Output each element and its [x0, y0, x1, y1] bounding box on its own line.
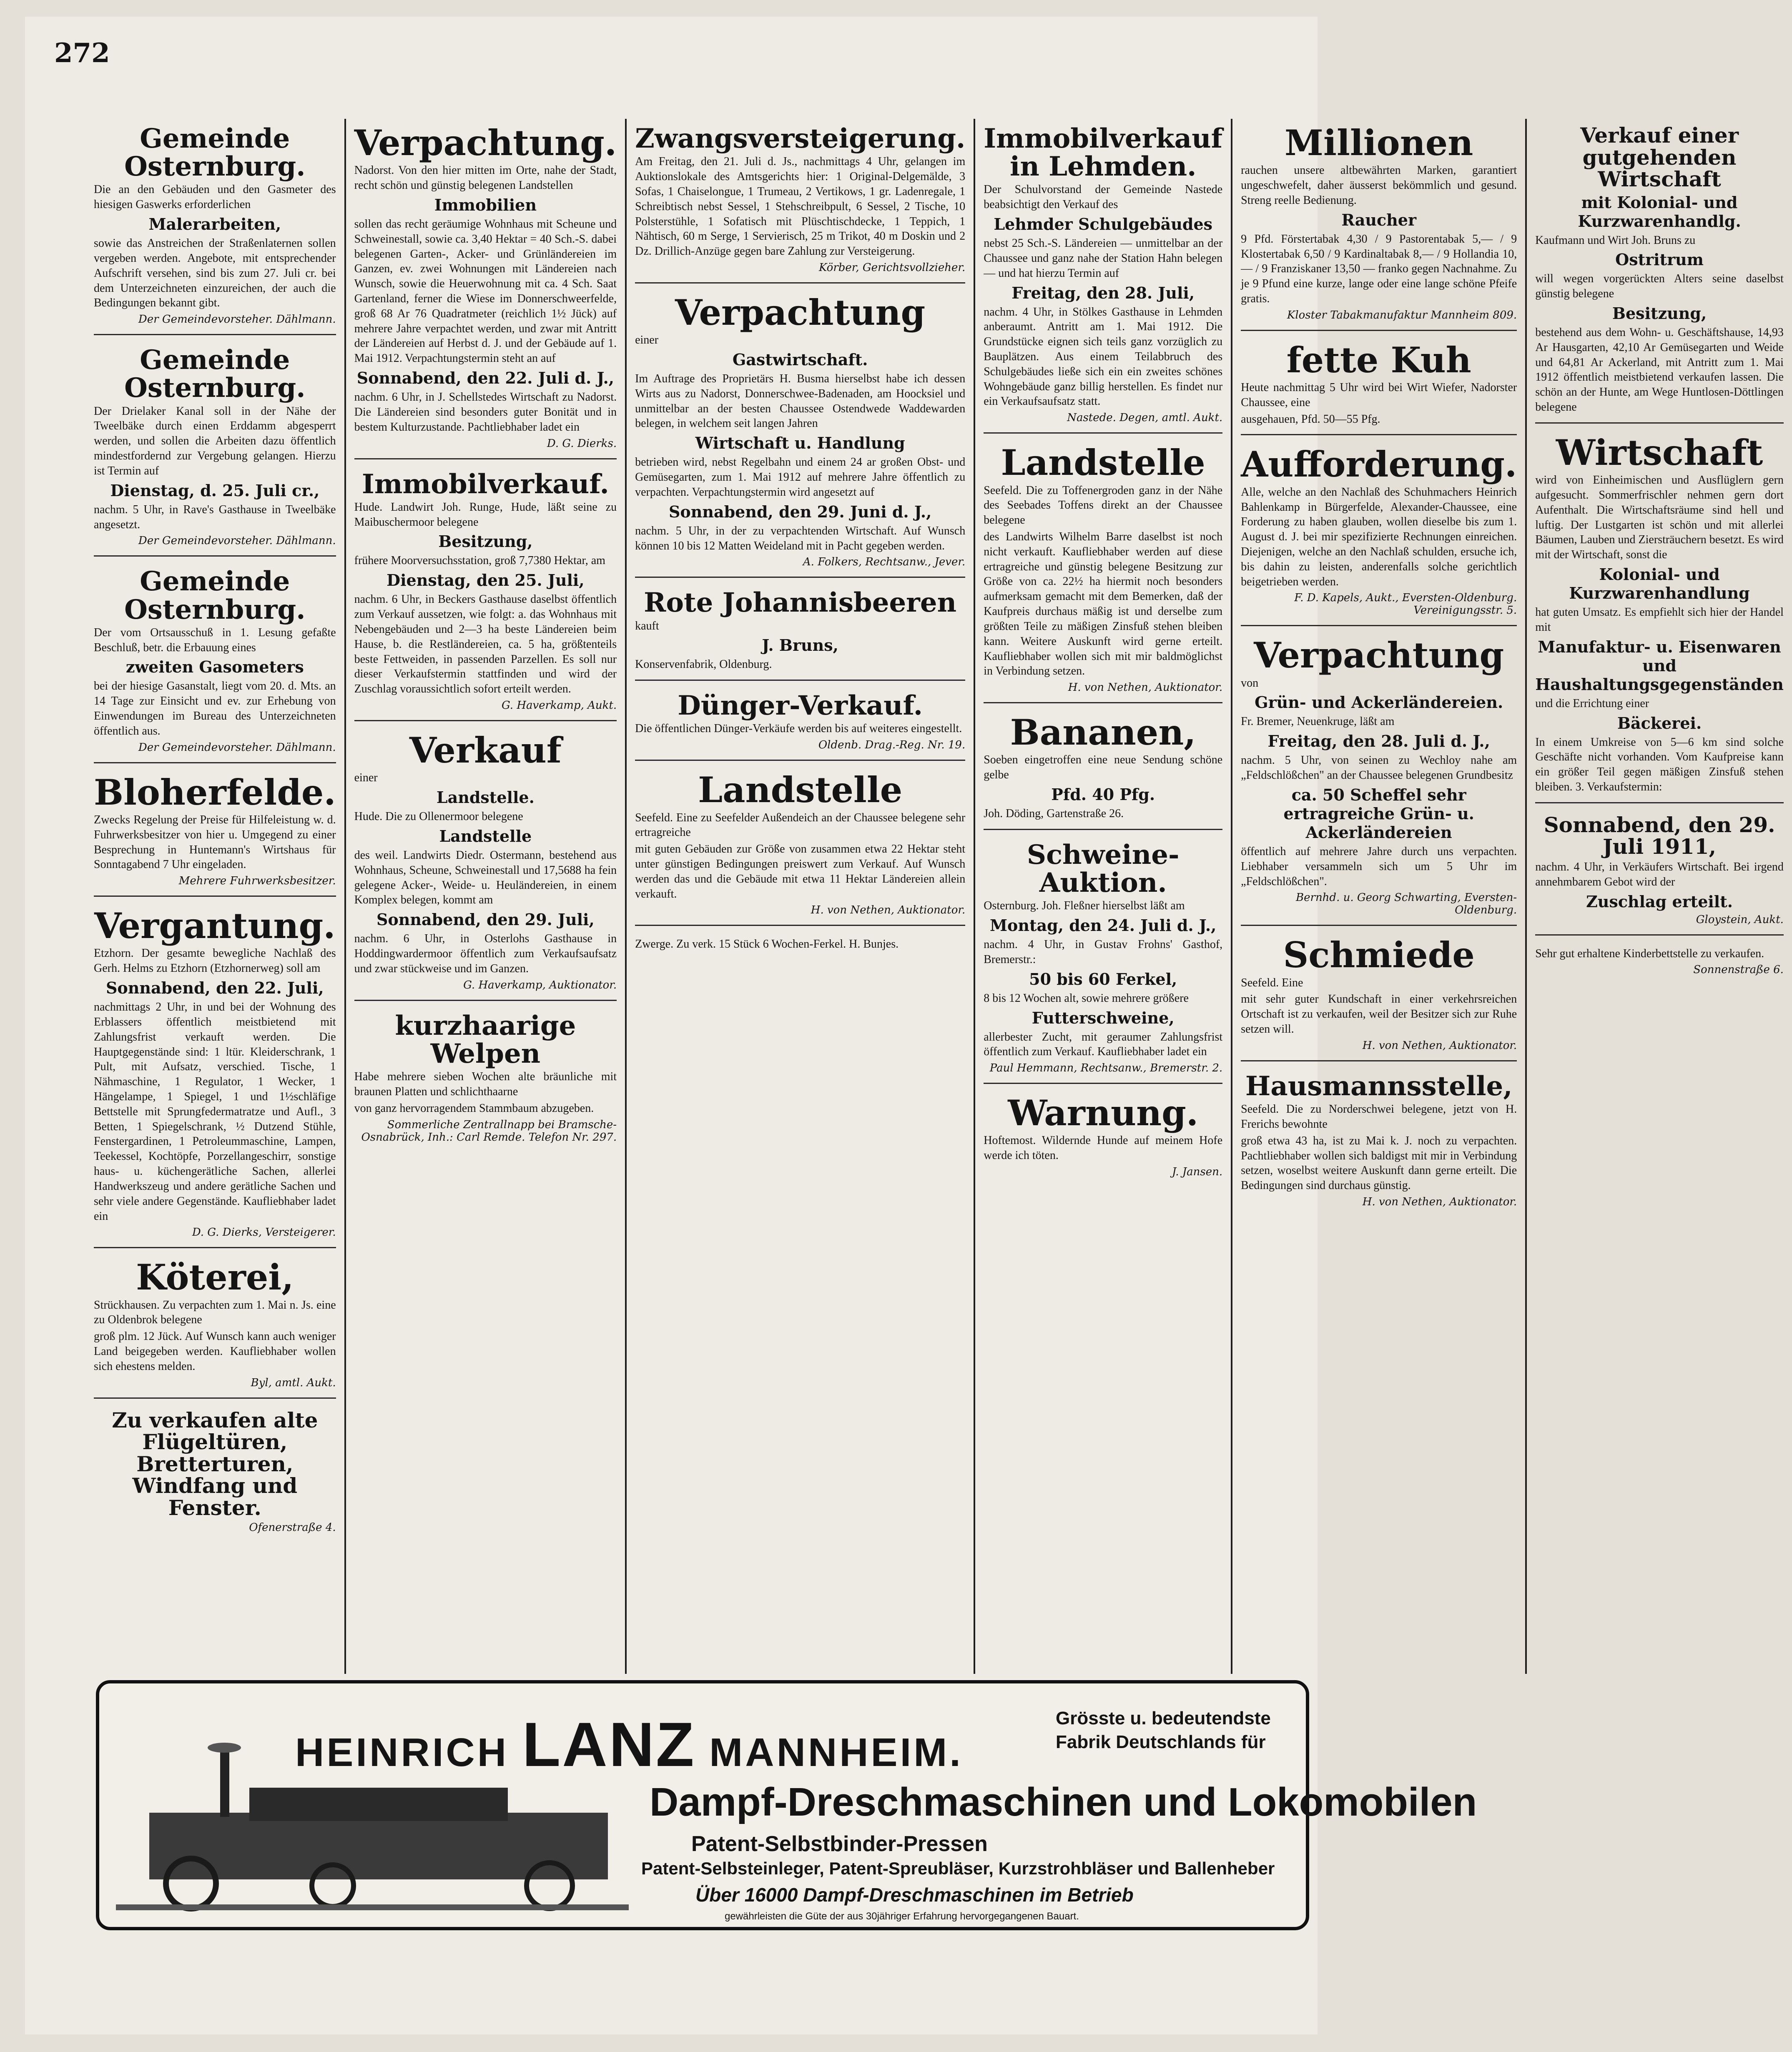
ad-body-text: Der Schulvorstand der Gemeinde Nastede beabsichtigt den Verkauf des [984, 183, 1223, 211]
column-2 [346, 119, 627, 1674]
ad-signature: F. D. Kapels, Aukt., Eversten-Oldenburg. Vereinigungsstr. 5. [1294, 592, 1517, 617]
ad-heading: Rote Johannisbeeren [644, 587, 957, 619]
ad-signature: G. Haverkamp, Auktionator. [463, 978, 617, 991]
ad-heading: Bananen, [1010, 712, 1196, 753]
ad-highlight: Sonnabend, den 22. Juli d. J., [356, 369, 614, 388]
advertisement [984, 835, 1222, 1084]
ad-signature: Kloster Tabakmanufaktur Mannheim 809. [1287, 309, 1517, 321]
ad-body-text: sollen das recht geräumige Wohnhaus mit Scheune und Schweinestall, sowie ca. 3,40 Hektar = 40 Sch.-S. dabei belegenen Garten-, Acker- und Grünländereien im Ganzen, ev. zwei Wohnungen mit Ländereien nach Wunsch, sowie die Heuerwohnung mit ca. 4 Sch. Saat Gartenland, ferner die Wiese im Donnerschweerfelde, groß 68 Ar 76 Quadratmeter (reichlich 1½ Jück) auf mehrere Jahre verpachtet werden, und zwar mit Antritt der Ländereien auf Herbst d. J. und der Gebäude auf 1. Mai 1912. Verpachtungstermin steht an auf [354, 217, 617, 365]
ad-heading: Dünger-Verkauf. [678, 690, 923, 722]
advertisement [635, 766, 965, 926]
ad-signature: H. von Nethen, Auktionator. [1068, 681, 1223, 694]
ad-highlight: Sonnabend, den 22. Juli, [105, 978, 324, 998]
ad-highlight: Pfd. 40 Pfg. [1051, 785, 1155, 804]
ad-signature: Der Gemeindevorsteher. Dählmann. [138, 534, 336, 547]
ad-body-text: von [1241, 676, 1259, 690]
ad-body-text: Soeben eingetroffen eine neue Sendung schöne gelbe [984, 753, 1223, 782]
ad-body-text: mit guten Gebäuden zur Größe von zusammen etwa 22 Hektar steht unter günstigen Bedingungen preiswert zum Verkauf. Auf Wunsch werden das und die Gebäude mit etwa 11 Hektar Ländereien allein verkauft. [635, 843, 966, 901]
advertisement [1241, 631, 1517, 926]
ad-signature: Oldenb. Drag.-Reg. Nr. 19. [818, 739, 966, 752]
ad-body-text: Zwecks Regelung der Preise für Hilfeleistung w. d. Fuhrwerksbesitzer von hier u. Umgegend zu einer Besprechung in Huntemann's Wirtshaus für Sonntagabend 7 Uhr eingeladen. [94, 813, 336, 871]
ad-heading: Vergantung. [94, 905, 336, 947]
ad-signature: Paul Hemmann, Rechtsanw., Bremerstr. 2. [989, 1062, 1223, 1075]
ad-highlight: Zuschlag erteilt. [1586, 892, 1733, 911]
ad-body-text: Habe mehrere sieben Wochen alte bräunliche mit braunen Platten und schlichthaarne [354, 1070, 617, 1098]
ad-body-text: 8 bis 12 Wochen alt, sowie mehrere größere [984, 991, 1189, 1005]
advertisement [1241, 931, 1517, 1061]
ad-body-text: Die öffentlichen Dünger-Verkäufe werden bis auf weiteres eingestellt. [635, 722, 962, 735]
column-6 [1527, 119, 1792, 1674]
lanz-brand-line [295, 1708, 963, 1781]
ad-highlight: Malerarbeiten, [148, 215, 281, 234]
advertisement [1535, 119, 1784, 424]
ad-heading: Gemeinde Osternburg. [124, 123, 306, 183]
ad-signature: Körber, Gerichtsvollzieher. [818, 261, 966, 274]
advertisement [1241, 440, 1517, 626]
ad-body-text: Seefeld. Die zu Norderschwei belegene, jetzt von H. Frerichs bewohnte [1241, 1103, 1517, 1131]
ad-heading: Sonnabend, den 29. Juli 1911, [1544, 812, 1775, 859]
ad-heading: Millionen [1285, 122, 1473, 163]
ad-body-text: Osternburg. Joh. Fleßner hierselbst läßt am [984, 899, 1185, 913]
ad-body-text: und die Errichtung einer [1535, 697, 1649, 710]
ad-body-text: Hoftemost. Wildernde Hunde auf meinem Hofe werde ich töten. [984, 1134, 1223, 1162]
ad-highlight: Bäckerei. [1617, 713, 1702, 732]
advertisement [354, 119, 617, 459]
ad-signature: H. von Nethen, Auktionator. [1362, 1196, 1517, 1209]
ad-body-text: Der vom Ortsausschuß in 1. Lesung gefaßte Beschluß, betr. die Erbauung eines [94, 626, 336, 654]
ad-highlight: Kolonial- und Kurzwarenhandlung [1569, 565, 1750, 603]
lanz-advertisement [96, 1680, 1477, 1930]
ad-highlight: Lehmder Schulgebäudes [994, 215, 1213, 234]
advertisement [635, 686, 965, 761]
ad-body-text: groß etwa 43 ha, ist zu Mai k. J. noch zu verpachten. Pachtliebhaber wollen sich baldigst mit mir in Verbindung setzen, woselbst weitere Auskunft dann gerne erteilt. Die Bedingungen sind durchaus günstig. [1241, 1134, 1517, 1192]
ad-signature: H. von Nethen, Auktionator. [1362, 1039, 1517, 1052]
ad-body-text: Strückhausen. Zu verpachten zum 1. Mai n. Js. eine zu Oldenbrok belegene [94, 1298, 336, 1327]
advertisement [1241, 336, 1517, 436]
ad-body-text: Heute nachmittag 5 Uhr wird bei Wirt Wiefer, Nadorster Chaussee, eine [1241, 381, 1517, 409]
ad-heading: Immobilverkauf in Lehmden. [984, 123, 1223, 183]
ad-highlight: ca. 50 Scheffel sehr ertragreiche Grün- u. Ackerländereien [1283, 785, 1474, 842]
ad-heading: Köterei, [136, 1257, 294, 1298]
ad-heading: Verpachtung [675, 291, 926, 333]
ad-heading: Verpachtung. [354, 122, 617, 163]
advertisement [94, 562, 336, 763]
ad-body-text: öffentlich auf mehrere Jahre durch uns verpachten. Liebhaber versammeln sich um 5 Uhr im „Feldschlößchen". [1241, 845, 1517, 888]
ad-body-text: kauft [635, 619, 659, 632]
ad-heading: Wirtschaft [1556, 431, 1763, 473]
ad-body-text: des weil. Landwirts Diedr. Ostermann, bestehend aus Wohnhaus, Scheune, Schweinestall und 17,5688 ha fein gelegene Acker-, Weide- u. Heuländereien, in einem Komplex belegen, kommt am [354, 848, 617, 907]
ad-body-text: nachm. 4 Uhr, in Stölkes Gasthause in Lehmden anberaumt. Antritt am 1. Mai 1912. Die Grundstücke eignen sich teils ganz vorzüglich zu Bauplätzen. Aus einem Teilabbruch des Schulgebäudes ließe sich ein ein zweites schönes Wohngebäude ganz billig herstellen. Es findet nur ein Verkaufsaufsatz statt. [984, 305, 1223, 408]
advertisement [1241, 1066, 1517, 1217]
ad-highlight: 50 bis 60 Ferkel, [1029, 969, 1177, 988]
ad-body-text: nachm. 6 Uhr, in Beckers Gasthause daselbst öffentlich zum Verkauf aussetzen, wie folgt: a. das Wohnhaus mit Nebengebäuden und 2—3 ha beste Ländereien beim Hause, b. die Restländereien, ca. 5 ha, größtenteils beste Fettweiden, in passenden Parzellen. Es soll nur dieser Verkaufstermin stattfinden und wird der Zuschlag voraussichtlich sofort erteilt werden. [354, 593, 617, 696]
ad-highlight: Freitag, den 28. Juli, [1011, 283, 1195, 302]
ad-body-text: hat guten Umsatz. Es empfiehlt sich hier der Handel mit [1535, 606, 1784, 634]
ad-heading: Schweine-Auktion. [1027, 839, 1180, 899]
ad-body-text: Zwerge. Zu verk. 15 Stück 6 Wochen-Ferkel. H. Bunjes. [635, 938, 899, 951]
advertisement [635, 288, 965, 578]
advertisement [94, 902, 336, 1248]
ad-body-text: frühere Moorversuchsstation, groß 7,7380 Hektar, am [354, 554, 605, 567]
advertisement [94, 768, 336, 897]
ad-heading: Verkauf [409, 730, 562, 771]
ad-body-text: Seefeld. Die zu Toffenergroden ganz in der Nähe des Seebades Toffens direkt an der Chaussee belegene [984, 484, 1223, 527]
lanz-product-line-3: Über 16000 Dampf-Dreschmaschinen im Betrieb [695, 1884, 1134, 1906]
ad-signature: D. G. Dierks. [547, 437, 617, 450]
lanz-city: MANNHEIM. [709, 1730, 963, 1775]
ad-heading: Aufforderung. [1241, 444, 1517, 485]
ad-body-text: mit sehr guter Kundschaft in einer verkehrsreichen Ortschaft ist zu verkaufen, weil der Besitzer sich zur Ruhe setzen will. [1241, 993, 1517, 1036]
ad-signature: Der Gemeindevorsteher. Dählmann. [138, 741, 336, 754]
ad-highlight: Wirtschaft u. Handlung [695, 434, 905, 453]
ad-body-text: ausgehauen, Pfd. 50—55 Pfg. [1241, 412, 1380, 426]
ad-body-text: will wegen vorgerückten Alters seine daselbst günstig belegene [1535, 272, 1784, 301]
ad-body-text: Am Freitag, den 21. Juli d. Js., nachmittags 4 Uhr, gelangen im Auktionslokale des Amtsgerichts hier: 1 Original-Delgemälde, 3 Sofas, 1 Chaiselongue, 1 Trumeau, 2 Vertikows, 1 gr. Ladenregale, 1 Schreibtisch nebst Sessel, 1 Stehschreibpult, 6 Sessel, 2 Tische, 10 Polsterstühle, 1 Sofatisch mit Plüschtischdecke, 1 Teppich, 1 Nähtisch, 60 m Serge, 1 Servierisch, 25 m Trikot, 40 m Doskin und 2 Dz. Drillich-Anzüge gegen bare Zahlung zur Versteigerung. [635, 155, 966, 258]
advertisement [635, 119, 965, 283]
ad-highlight: J. Bruns, [762, 636, 838, 655]
ad-body-text: nachm. 6 Uhr, in Osterlohs Gasthause in Hoddingwardermoor öffentlich zum Verkaufsaufsatz und zwar stückweise und im Ganzen. [354, 932, 617, 975]
advertisement [984, 439, 1222, 703]
ad-signature: D. G. Dierks, Versteigerer. [192, 1226, 336, 1239]
ad-body-text: groß plm. 12 Jück. Auf Wunsch kann auch weniger Land beigegeben werden. Kaufliebhaber wollen sich ehestens melden. [94, 1330, 336, 1373]
ad-signature: Bernhd. u. Georg Schwarting, Eversten-Oldenburg. [1296, 891, 1517, 917]
ad-highlight: Futterschweine, [1032, 1008, 1175, 1027]
lanz-heinrich: HEINRICH [295, 1730, 509, 1775]
ad-body-text: sowie das Anstreichen der Straßenlaternen sollen vergeben werden. Angebote, mit entsprechender Aufschrift versehen, sind bis zum 27. Juli cr. bei dem Unterzeichneten einzureichen, der auch die Bedingungen bekannt gibt. [94, 237, 336, 310]
ad-highlight: Gastwirtschaft. [732, 350, 868, 369]
ad-body-text: Seefeld. Eine [1241, 976, 1303, 989]
column-1 [85, 119, 346, 1674]
ad-heading: Gemeinde Osternburg. [124, 566, 306, 625]
lanz-product-line-1: Patent-Selbstbinder-Pressen [691, 1832, 988, 1856]
ad-body-text: nachm. 4 Uhr, in Verkäufers Wirtschaft. Bei irgend annehmbarem Gebot wird der [1535, 860, 1784, 888]
advertisement [1535, 808, 1784, 936]
ad-body-text: allerbester Zucht, mit geraumer Zahlungsfrist öffentlich zum Verkauf. Kaufliebhaber ladet ein [984, 1030, 1223, 1059]
ad-body-text: Fr. Bremer, Neuenkruge, läßt am [1241, 715, 1395, 728]
ad-body-text: nachm. 5 Uhr, in der zu verpachtenden Wirtschaft. Auf Wunsch können 10 bis 12 Matten Weideland mit in Pacht gegeben werden. [635, 524, 966, 552]
ad-body-text: des Landwirts Wilhelm Barre daselbst ist noch nicht verkauft. Kaufliebhaber werden auf diese ertragreiche und günstig belegene Besitzung zur Größe von ca. 22½ ha hiermit noch besonders aufmerksam gemacht mit dem Bemerken, daß der Kaufpreis durchaus mäßig ist und derselbe zum größten Teile zu mäßigen Zinsfuß stehen bleiben kann. Weitere Auskunft wird gerne erteilt. Kaufliebhaber wollen sich mit mir baldmöglichst in Verbindung setzen. [984, 530, 1223, 678]
ad-body-text: Hude. Die zu Ollenermoor belegene [354, 810, 523, 823]
ad-signature: Der Gemeindevorsteher. Dählmann. [138, 313, 336, 326]
advertisement [984, 119, 1222, 434]
ad-body-text: Konservenfabrik, Oldenburg. [635, 658, 772, 671]
ad-body-text: nachm. 5 Uhr, in Rave's Gasthause in Tweelbäke angesetzt. [94, 503, 336, 531]
ad-body-text: Sehr gut erhaltene Kinderbettstelle zu verkaufen. [1535, 947, 1764, 960]
advertisement [1241, 119, 1517, 331]
page-number: 272 [54, 38, 110, 69]
ad-highlight: mit Kolonial- und Kurzwarenhandlg. [1578, 193, 1741, 231]
ad-body-text: nachm. 6 Uhr, in J. Schellstedes Wirtschaft zu Nadorst. Die Ländereien sind besonders guter Bonität und in bestem Kulturzustande. Pachtliebhaber ladet ein [354, 391, 617, 434]
ad-body-text: Joh. Döding, Gartenstraße 26. [984, 807, 1124, 820]
ad-heading: Landstelle [698, 769, 903, 811]
column-5 [1232, 119, 1527, 1674]
lanz-tagline: Grösste u. bedeutendste Fabrik Deutschlands für [1056, 1708, 1271, 1753]
ad-body-text: Die an den Gebäuden und den Gasmeter des hiesigen Gaswerks erforderlichen [94, 183, 336, 211]
ad-highlight: Raucher [1341, 210, 1417, 229]
ad-highlight: Ostritrum [1615, 250, 1704, 269]
advertisement [94, 340, 336, 557]
advertisement [1535, 429, 1784, 803]
lanz-product-line-4: gewährleisten die Güte der aus 30jähriger Erfahrung hervorgegangenen Bauart. [725, 1911, 1079, 1922]
ad-body-text: nebst 25 Sch.-S. Ländereien — unmittelbar an der Chaussee und ganz nahe der Station Hahn belegen — und hat hierzu Termin auf [984, 237, 1223, 280]
ad-signature: Sonnenstraße 6. [1693, 963, 1784, 976]
ad-highlight: zweiten Gasometers [125, 657, 304, 677]
advertisement [354, 1006, 617, 1152]
ad-body-text: einer [354, 771, 378, 785]
ad-body-text: Nadorst. Von den hier mitten im Orte, nahe der Stadt, recht schön und günstig belegenen Landstellen [354, 164, 617, 192]
ad-body-text: nachm. 5 Uhr, von seinen zu Wechloy nahe am „Feldschlößchen" an der Chaussee belegenen Grundbesitz [1241, 754, 1517, 782]
ad-heading: kurzhaarige Welpen [395, 1010, 576, 1069]
advertisement [1535, 941, 1784, 985]
lanz-product-line-2: Patent-Selbsteinleger, Patent-Spreubläser, Kurzstrohbläser und Ballenheber [641, 1859, 1275, 1878]
ad-signature: J. Jansen. [1172, 1166, 1223, 1179]
ad-highlight: Manufaktur- u. Eisenwaren und Haushaltungsgegenständen [1535, 637, 1784, 694]
ad-signature: A. Folkers, Rechtsanw., Jever. [803, 556, 966, 569]
ad-highlight: Landstelle [439, 826, 532, 845]
ad-highlight: Freitag, den 28. Juli d. J., [1267, 732, 1490, 751]
lanz-name: LANZ [522, 1709, 696, 1779]
ad-heading: Immobilverkauf. [361, 468, 609, 500]
ad-highlight: Montag, den 24. Juli d. J., [989, 916, 1217, 935]
ad-body-text: nachmittags 2 Uhr, in und bei der Wohnung des Erblassers öffentlich meistbietend mit Zahlungsfrist verkauft werden. Die Hauptgegenstände sind: 1 ltür. Kleiderschrank, 1 Pult, mit Aufsatz, verschied. Tische, 1 Nähmaschine, 1 Regulator, 1 Wecker, 1 Hängelampe, 1 Spiegel, 1 und 1½schläfige Bettstelle mit Sprungfedermatratze und Aufl., 3 Betten, 1 Spiegelschrank, ½ Dutzend Stühle, Fenstergardinen, 1 Petroleummaschine, Lampen, Teekessel, Kochtöpfe, Porzellangeschirr, sonstige haus- u. küchengerätliche Sachen, allerlei Handwerkszeug und andere gerätliche Sachen und sehr viele andere Gegenstände. Kaufliebhaber ladet ein [94, 1001, 336, 1223]
advertisement [635, 931, 965, 959]
ad-highlight: Grün- und Ackerländereien. [1255, 693, 1503, 712]
ad-heading: Verpachtung [1254, 635, 1504, 676]
ad-highlight: Immobilien [434, 195, 537, 214]
ad-body-text: nachm. 4 Uhr, in Gustav Frohns' Gasthof, Bremerstr.: [984, 938, 1223, 966]
ad-heading: Landstelle [1001, 442, 1205, 484]
ad-body-text: In einem Umkreise von 5—6 km sind solche Geschäfte nicht vorhanden. Vom Kaufpreise kann ein größer Teil gegen mäßigen Zinsfuß stehen bleiben. 3. Verkaufstermin: [1535, 735, 1784, 794]
column-4 [975, 119, 1232, 1674]
ad-body-text: 9 Pfd. Förstertabak 4,30 / 9 Pastorentabak 5,— / 9 Klostertabak 6,50 / 9 Kardinaltabak 8,— / 9 Hollandia 10,— / 9 Franziskaner 13,50 — franko gegen Nachnahme. Zu je 9 Pfund eine kurze, lange oder eine lange schöne Pfeife gratis. [1241, 232, 1517, 305]
advertisement [984, 1089, 1222, 1187]
ad-body-text: betrieben wird, nebst Regelbahn und einem 24 ar großen Obst- und Gemüsegarten, zum 1. Mai 1912 auf mehrere Jahre öffentlich zu verpachten. Verpachtungstermin wird angesetzt auf [635, 456, 966, 499]
ad-body-text: Seefeld. Eine zu Seefelder Außendeich an der Chaussee belegene sehr ertragreiche [635, 811, 966, 839]
advertisement [94, 1253, 336, 1398]
advertisement [94, 119, 336, 335]
advertisement [354, 726, 617, 1001]
ad-highlight: Dienstag, den 25. Juli, [387, 571, 585, 590]
ad-highlight: Landstelle. [436, 788, 535, 807]
ad-body-text: Im Auftrage des Proprietärs H. Busma hierselbst habe ich dessen Wirts aus zu Nadorst, Donnerschwee-Badenaden, am Hoocksiel und unmittelbar an der besten Chaussee Ostendwede Waddewarden belegen, in welchem seit langen Jahren [635, 372, 966, 430]
ad-columns [85, 119, 1784, 1674]
lanz-product-title: Dampf-Dreschmaschinen und Lokomobilen [650, 1780, 1477, 1824]
ad-heading: Schmiede [1283, 934, 1475, 976]
ad-highlight: Sonnabend, den 29. Juli, [376, 910, 595, 929]
ad-highlight: Besitzung, [438, 532, 533, 551]
ad-body-text: bestehend aus dem Wohn- u. Geschäftshause, 14,93 Ar Hausgarten, 42,10 Ar Gemüsegarten und Weide und 64,81 Ar Ackerland, mit Antritt zum 1. Mai 1912 öffentlich meistbietend verkaufen lassen. Die schön an der Hunte, am Wege Huntlosen-Döttlingen belegene [1535, 326, 1784, 414]
ad-signature: Byl, amtl. Aukt. [251, 1376, 336, 1389]
ad-signature: Mehrere Fuhrwerksbesitzer. [178, 875, 336, 888]
ad-body-text: wird von Einheimischen und Ausflüglern gern aufgesucht. Sommerfrischler nehmen gern dort Aufenthalt. Die Wirtschaftsräume sind hell und luftig. Der Lustgarten ist schön und mit allerlei Bäumen, Lauben und Ziersträuchern besetzt. Es wird mit der Wirtschaft, sonst die [1535, 474, 1784, 562]
ad-body-text: Kaufmann und Wirt Joh. Bruns zu [1535, 233, 1696, 247]
ad-signature: G. Haverkamp, Aukt. [501, 699, 617, 712]
advertisement [94, 1404, 336, 1543]
advertisement [635, 583, 965, 681]
ad-heading: Zu verkaufen alte Flügeltüren, Bretterturen, Windfang und Fenster. [112, 1407, 318, 1520]
ad-body-text: rauchen unsere altbewährten Marken, garantiert ungeschwefelt, daher äusserst bekömmlich und gesund. Streng reelle Bedienung. [1241, 164, 1517, 207]
ad-heading: Bloherfelde. [94, 771, 336, 813]
ad-heading: Warnung. [1008, 1092, 1199, 1134]
ad-signature: Ofenerstraße 4. [249, 1521, 336, 1534]
advertisement [354, 464, 617, 721]
ad-body-text: Etzhorn. Der gesamte bewegliche Nachlaß des Gerh. Helms zu Etzhorn (Etzhornerweg) soll am [94, 947, 336, 975]
ad-body-text: bei der hiesige Gasanstalt, liegt vom 20. d. Mts. an 14 Tage zur Einsicht und ev. zur Erhebung von Einwendungen im Bureau des Unterzeichneten öffentlich aus. [94, 680, 336, 738]
ad-signature: Sommerliche Zentrallnapp bei Bramsche-Osnabrück, Inh.: Carl Remde. Telefon Nr. 297. [361, 1118, 617, 1144]
ad-signature: H. von Nethen, Auktionator. [811, 904, 966, 917]
ad-signature: Nastede. Degen, amtl. Aukt. [1067, 411, 1223, 424]
ad-heading: Gemeinde Osternburg. [124, 344, 306, 404]
ad-body-text: Alle, welche an den Nachlaß des Schuhmachers Heinrich Bahlenkamp in Bürgerfelde, Alexander-Chaussee, eine Forderung zu haben glauben, wollen dieselbe bis zum 1. August d. J. bei mir spezifizierte Rechnungen einreichen. Diejenigen, welche an den Nachlaß schulden, ersuche ich, bis dahin zu leisten, anderenfalls solche gerichtlich beigetrieben werden. [1241, 485, 1517, 588]
ad-highlight: Dienstag, d. 25. Juli cr., [110, 481, 320, 500]
column-3 [627, 119, 975, 1674]
ad-heading: Zwangsversteigerung. [635, 123, 966, 154]
ad-body-text: Der Drielaker Kanal soll in der Nähe der Tweelbäke durch einen Erddamm abgesperrt werden, und sollen die Arbeiten dazu öffentlich mindestfordernd zur Vergebung gelangen. Hierzu ist Termin auf [94, 404, 336, 477]
ad-signature: Gloystein, Aukt. [1696, 913, 1784, 926]
ad-highlight: Sonnabend, den 29. Juni d. J., [668, 502, 932, 521]
ad-highlight: Besitzung, [1612, 304, 1707, 323]
ad-heading: Verkauf einer gutgehenden Wirtschaft [1580, 123, 1739, 191]
ad-body-text: einer [635, 334, 659, 347]
ad-body-text: Hude. Landwirt Joh. Runge, Hude, läßt seine zu Maibuschermoor belegene [354, 500, 617, 529]
advertisement [984, 708, 1222, 830]
ad-heading: fette Kuh [1286, 339, 1471, 381]
ad-heading: Hausmannsstelle, [1245, 1070, 1513, 1102]
ad-body-text: von ganz hervorragendem Stammbaum abzugeben. [354, 1101, 594, 1115]
